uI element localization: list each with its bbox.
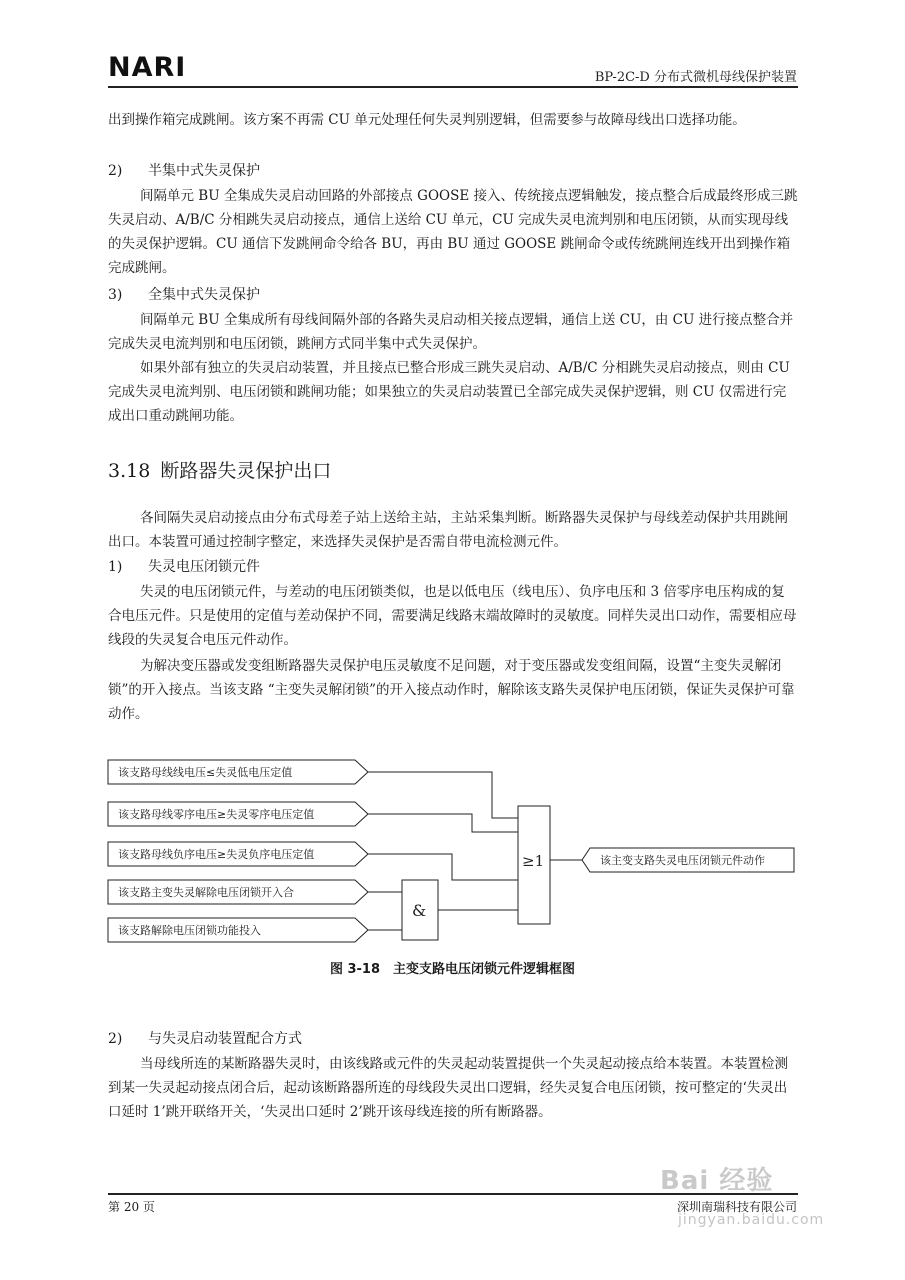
output-label: 该主变支路失灵电压闭锁元件动作 xyxy=(600,854,765,867)
watermark xyxy=(660,1160,860,1230)
heading-text: 失灵电压闭锁元件 xyxy=(148,559,260,575)
or-gate-label: ≥1 xyxy=(522,852,545,870)
wire-3 xyxy=(368,854,518,880)
input-label-1: 该支路母线线电压≤失灵低电压定值 xyxy=(118,766,293,779)
nari-logo: NARI xyxy=(108,52,187,83)
paragraph-4: 如果外部有独立的失灵启动装置，并且接点已整合形成三跳失灵启动、A/B/C 分相跳失灵启动接点，则由 CU 完成失灵电流判别、电压闭锁和跳闸功能；如果独立的失灵启动装置已全部完成失灵保护逻辑，则 CU 仅需进行完成出口重动跳闸功能。 xyxy=(108,360,790,424)
section-number: 3.18 xyxy=(108,460,151,482)
input-label-3: 该支路母线负序电压≥失灵负序电压定值 xyxy=(118,848,315,861)
heading-text: 半集中式失灵保护 xyxy=(148,163,260,179)
heading-number: 3) xyxy=(108,287,123,303)
paragraph-5: 各间隔失灵启动接点由分布式母差子站上送给主站，主站采集判断。断路器失灵保护与母线差动保护共用跳闸出口。本装置可通过控制字整定，来选择失灵保护是否需自带电流检测元件。 xyxy=(108,510,788,550)
heading-fully-centralized xyxy=(108,284,260,304)
paragraph-3: 间隔单元 BU 全集成所有母线间隔外部的各路失灵启动相关接点逻辑，通信上送 CU，由 CU 进行接点整合并完成失灵电流判别和电压闭锁，跳闸方式同半集中式失灵保护。 xyxy=(108,312,794,352)
heading-cooperation xyxy=(108,1028,302,1048)
section-heading: 断路器失灵保护出口 xyxy=(160,460,332,482)
heading-text: 与失灵启动装置配合方式 xyxy=(148,1031,302,1047)
document-title: BP-2C-D 分布式微机母线保护装置 xyxy=(594,70,797,85)
header-divider xyxy=(108,86,798,88)
page-number: 第 20 页 xyxy=(108,1200,155,1214)
logic-diagram xyxy=(100,752,820,952)
company-name: 深圳南瑞科技有限公司 xyxy=(676,1200,797,1214)
paragraph-6: 失灵的电压闭锁元件，与差动的电压闭锁类似，也是以低电压（线电压）、负序电压和 3 倍零序电压构成的复合电压元件。只是使用的定值与差动保护不同，需要满足线路末端故障时的灵敏度。同样失灵出口动作，需要相应母线段的失灵复合电压元件动作。 xyxy=(108,584,797,648)
paragraph-2: 间隔单元 BU 全集成失灵启动回路的外部接点 GOOSE 接入、传统接点逻辑触发，接点整合后成最终形成三跳失灵启动、A/B/C 分相跳失灵启动接点，通信上送给 CU 单元，CU 完成失灵电流判别和电压闭锁，从而实现母线的失灵保护逻辑。CU 通信下发跳闸命令给各 BU，再由 BU 通过 GOOSE 跳闸命令或传统跳闸连线开出到操作箱完成跳闸。 xyxy=(108,188,798,276)
input-label-4: 该支路主变失灵解除电压闭锁开入合 xyxy=(118,886,294,899)
wire-1 xyxy=(368,772,518,818)
figure-caption: 图 3-18 主变支路电压闭锁元件逻辑框图 xyxy=(329,962,576,977)
heading-text: 全集中式失灵保护 xyxy=(148,287,260,303)
heading-number: 1) xyxy=(108,559,123,575)
heading-number: 2) xyxy=(108,1031,123,1047)
wire-2 xyxy=(368,814,518,832)
heading-semi-centralized xyxy=(108,160,260,180)
heading-number: 2) xyxy=(108,163,123,179)
heading-voltage-lock xyxy=(108,556,260,576)
paragraph-8: 当母线所连的某断路器失灵时，由该线路或元件的失灵起动装置提供一个失灵起动接点给本装置。本装置检测到某一失灵起动接点闭合后，起动该断路器所连的母线段失灵出口逻辑，经失灵复合电压闭锁，按可整定的‘失灵出口延时 1’跳开联络开关，‘失灵出口延时 2’跳开该母线连接的所有断路器。 xyxy=(108,1056,788,1120)
paragraph-7: 为解决变压器或发变组断路器失灵保护电压灵敏度不足问题，对于变压器或发变组间隔，设置“主变失灵解闭锁”的开入接点。当该支路 “主变失灵解闭锁”的开入接点动作时，解除该支路失灵保护电压闭锁，保证失灵保护可靠动作。 xyxy=(108,658,795,722)
input-label-5: 该支路解除电压闭锁功能投入 xyxy=(118,924,261,937)
watermark-url: jingyan.baidu.com xyxy=(678,1212,825,1228)
paragraph-1: 出到操作箱完成跳闸。该方案不再需 CU 单元处理任何失灵判别逻辑，但需要参与故障母线出口选择功能。 xyxy=(108,112,746,128)
logic-diagram-svg xyxy=(100,752,820,952)
section-title xyxy=(108,456,331,483)
and-gate-label: & xyxy=(412,901,427,920)
watermark-brand: Bai 经验 xyxy=(660,1166,774,1196)
input-label-2: 该支路母线零序电压≥失灵零序电压定值 xyxy=(118,808,315,821)
